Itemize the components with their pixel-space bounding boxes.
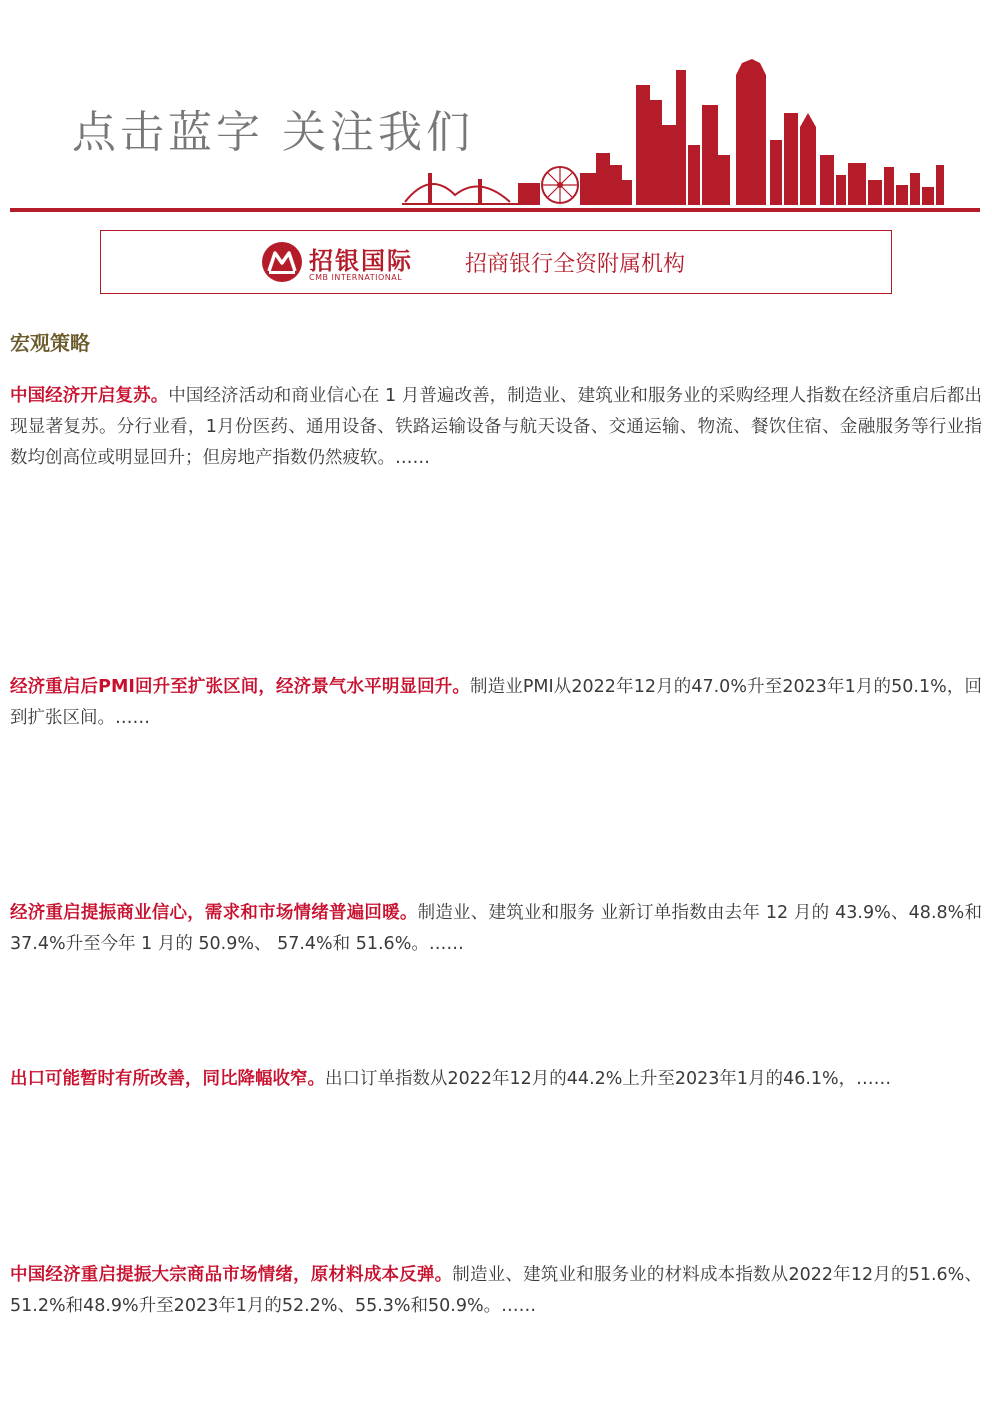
header-divider	[10, 208, 980, 212]
paragraph-body: 中国经济活动和商业信心在 1 月普遍改善，制造业、建筑业和服务业的采购经理人指数在经济重启后都出现显著复苏。分行业看，1月份医药、通用设备、铁路运输设备与航天设备、交通运输、物流、餐饮住宿、金融服务等行业指数均创高位或明显回升；但房地产指数仍然疲软。……	[10, 386, 982, 468]
paragraph-4	[10, 1064, 982, 1095]
brand-name-cn: 招银国际	[309, 247, 413, 275]
paragraph-body: 出口订单指数从2022年12月的44.2%上升至2023年1月的46.1%，……	[325, 1069, 892, 1089]
paragraph-lead: 出口可能暂时有所改善，同比降幅收窄。	[10, 1069, 325, 1089]
paragraph-5	[10, 1260, 982, 1322]
paragraph-body: 制造业、建筑业和服务业的材料成本指数从2022年12月的51.6%、51.2%和48.9%升至2023年1月的52.2%、55.3%和50.9%。……	[10, 1265, 982, 1316]
page-header	[0, 0, 992, 215]
paragraph-lead: 中国经济开启复苏。	[10, 386, 169, 406]
cmb-logo-icon	[261, 241, 303, 283]
paragraph-lead: 经济重启提振商业信心，需求和市场情绪普遍回暖。	[10, 903, 418, 923]
paragraph-lead: 经济重启后PMI回升至扩张区间，经济景气水平明显回升。	[10, 677, 470, 697]
paragraph-1	[10, 381, 982, 474]
paragraph-3	[10, 898, 982, 960]
section-label: 宏观策略	[10, 331, 90, 355]
paragraph-lead: 中国经济重启提振大宗商品市场情绪，原材料成本反弹。	[10, 1265, 453, 1285]
follow-us-title[interactable]: 点击蓝字 关注我们	[72, 107, 474, 158]
paragraph-body: 制造业、建筑业和服务 业新订单指数由去年 12 月的 43.9%、48.8%和 37.4%升至今年 1 月的 50.9%、 57.4%和 51.6%。……	[10, 903, 982, 954]
brand-tagline: 招商银行全资附属机构	[465, 252, 686, 277]
brand-banner	[100, 230, 892, 294]
paragraph-2	[10, 672, 982, 734]
brand-name-en: CMB INTERNATIONAL	[309, 273, 403, 282]
city-skyline-icon	[400, 55, 980, 210]
paragraph-body: 制造业PMI从2022年12月的47.0%升至2023年1月的50.1%，回到扩张区间。……	[10, 677, 982, 728]
